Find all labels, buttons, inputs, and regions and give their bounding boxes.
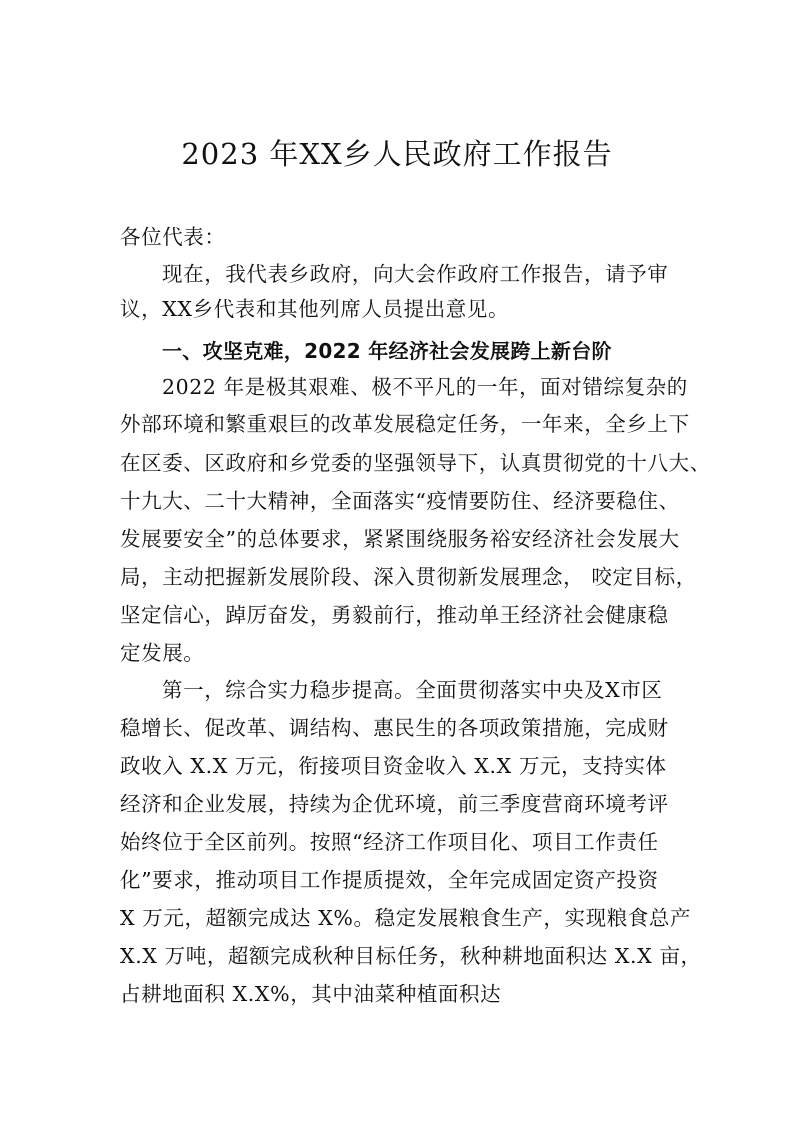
paragraph-line: 局，主动把握新发展阶段、深入贯彻新发展理念， 咬定目标， [120,565,697,589]
paragraph-line: 坚定信心，踔厉奋发，勇毅前行，推动单王经济社会健康稳 [120,603,669,627]
document-title: 2023 年XX乡人民政府工作报告 [181,137,613,171]
paragraph-line: 政收入 X.X 万元，衔接项目资金收入 X.X 万元，支持实体 [120,754,667,778]
section-heading: 一、攻坚克难，2022 年经济社会发展跨上新台阶 [162,339,612,363]
paragraph-line: 化”要求，推动项目工作提质提效，全年完成固定资产投资 [120,868,659,892]
paragraph-line: 占耕地面积 X.X%，其中油菜种植面积达 [120,982,502,1006]
paragraph-line: X.X 万吨，超额完成秋种目标任务，秋种耕地面积达 X.X 亩， [120,944,702,968]
paragraph-line: 2022 年是极其艰难、极不平凡的一年，面对错综复杂的 [162,375,688,399]
intro-line: 议，XX乡代表和其他列席人员提出意见。 [120,297,510,321]
paragraph-line: 第一，综合实力稳步提高。全面贯彻落实中央及X市区 [162,678,663,702]
paragraph-line: 发展要安全”的总体要求，紧紧围绕服务裕安经济社会发展大 [120,527,680,551]
paragraph-line: 在区委、区政府和乡党委的坚强领导下，认真贯彻党的十八大、 [120,451,711,475]
salutation: 各位代表： [120,225,226,249]
paragraph-line: 经济和企业发展，持续为企优环境，前三季度营商环境考评 [120,792,669,816]
intro-line: 现在，我代表乡政府，向大会作政府工作报告，请予审 [162,262,669,286]
paragraph-line: 稳增长、促改革、调结构、惠民生的各项政策措施，完成财 [120,716,669,740]
paragraph-line: 外部环境和繁重艰巨的改革发展稳定任务，一年来，全乡上下 [120,412,690,436]
paragraph-line: X 万元，超额完成达 X%。稳定发展粮食生产，实现粮食总产 [120,906,692,930]
paragraph-line: 十九大、二十大精神，全面落实“疫情要防住、经济要稳住、 [120,489,680,513]
paragraph-line: 定发展。 [120,641,205,665]
paragraph-line: 始终位于全区前列。按照“经济工作项目化、项目工作责任 [120,830,659,854]
